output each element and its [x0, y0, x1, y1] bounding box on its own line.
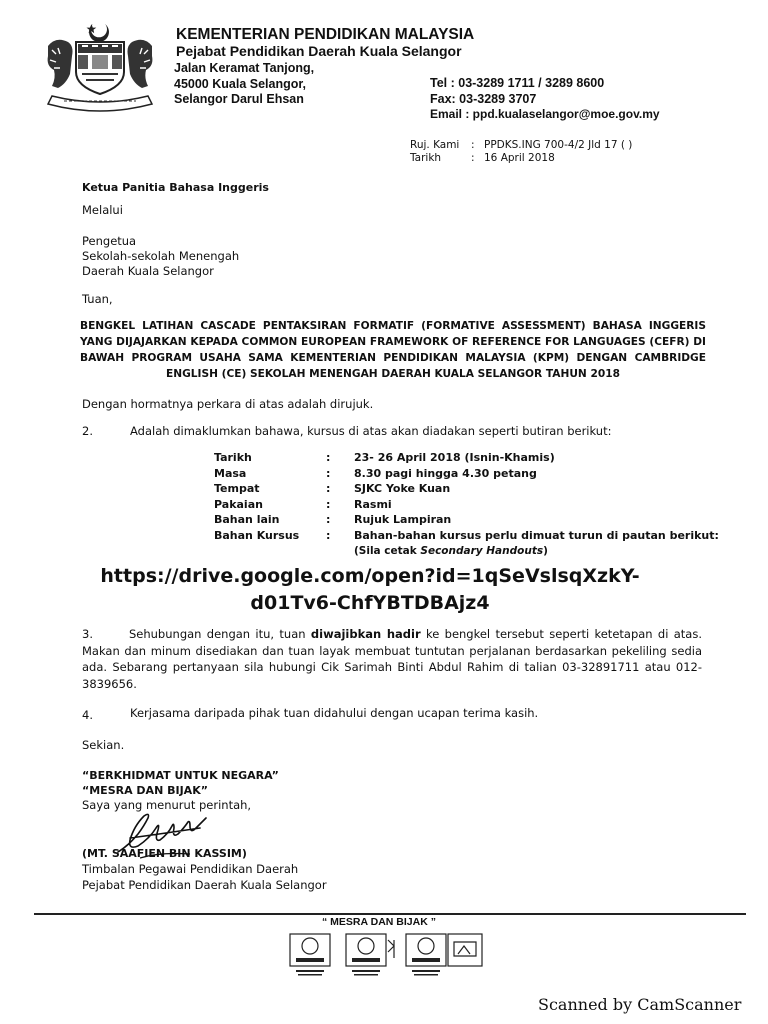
details-row-other-materials: [214, 513, 719, 529]
details-row-course-materials: [214, 529, 719, 545]
ref-number: PPDKS.ING 700-4/2 Jld 17 ( ): [484, 139, 633, 151]
telephone: Tel : 03-3289 1711 / 3289 8600: [430, 76, 605, 90]
details-label: Tarikh: [214, 451, 252, 464]
signatory-title-1: Timbalan Pegawai Pendidikan Daerah: [82, 862, 299, 876]
para4-text: Kerjasama daripada pihak tuan didahului dengan ucapan terima kasih.: [130, 706, 539, 720]
sekian: Sekian.: [82, 738, 125, 752]
letter-subject: BENGKEL LATIHAN CASCADE PENTAKSIRAN FORMATIF (FORMATIVE ASSESSMENT) BAHASA INGGERIS YANG DIJAJARKAN KEPADA COMMON EUROPEAN FRAMEWORK OF REFERENCE FOR LANGUAGES (CEFR) DI BAWAH PROGRAM USAHA SAMA KEMENTERIAN PENDIDIKAN MALAYSIA (KPM) DENGAN CAMBRIDGE ENGLISH (CE) SEKOLAH MENENGAH DAERAH KUALA SELANGOR TAHUN 2018: [80, 320, 706, 380]
handouts-label: Secondary Handouts: [420, 544, 544, 557]
via-label: Melalui: [82, 203, 123, 217]
details-value: Bahan-bahan kursus perlu dimuat turun di pautan berikut:: [354, 528, 719, 542]
details-label: Pakaian: [214, 497, 263, 511]
motto-2: “MESRA DAN BIJAK”: [82, 784, 208, 797]
details-colon: :: [326, 466, 331, 480]
details-note: (Sila cetak Secondary Handouts): [354, 544, 548, 557]
camscanner-watermark: Scanned by CamScanner: [538, 995, 742, 1014]
details-colon: :: [326, 528, 331, 542]
certification-logos: [288, 932, 488, 978]
address-line-1: Jalan Keramat Tanjong,: [174, 61, 315, 75]
intro-line: Dengan hormatnya perkara di atas adalah dirujuk.: [82, 397, 374, 411]
details-colon: :: [326, 497, 331, 511]
details-value: Rasmi: [354, 497, 392, 511]
mandatory-attendance: diwajibkan hadir: [310, 627, 421, 641]
details-row-attire: [214, 498, 719, 514]
details-row-time: [214, 467, 719, 483]
details-value: SJKC Yoke Kuan: [354, 482, 451, 496]
office-name: Pejabat Pendidikan Daerah Kuala Selangor: [176, 43, 462, 59]
letter-date: 16 April 2018: [484, 152, 555, 164]
details-label: Tempat: [214, 482, 260, 496]
salutation: Tuan,: [82, 292, 113, 306]
details-label: Bahan Kursus: [214, 528, 300, 542]
details-row-date: [214, 451, 719, 467]
details-label: Masa: [214, 466, 247, 480]
para3: 3. Sehubungan dengan itu, tuan diwajibkan hadir ke bengkel tersebut seperti ketetapan di atas. Makan dan minum disediakan dan tuan layak membuat tuntutan perjalanan berdasarkan pekeliling sedia ada. Sebarang pertanyaan sila hubungi Cik Sarimah Binti Abdul Rahim di talian 03-32891711 atau 012-3839656.: [82, 627, 703, 691]
ministry-name: KEMENTERIAN PENDIDIKAN MALAYSIA: [176, 26, 475, 43]
para2-text: Adalah dimaklumkan bahawa, kursus di atas akan diadakan seperti butiran berikut:: [130, 424, 612, 438]
para3-number: 3.: [82, 627, 93, 641]
yours-faithfully: Saya yang menurut perintah,: [82, 798, 252, 812]
address-line-2: 45000 Kuala Selangor,: [174, 77, 307, 91]
para2-number: 2.: [82, 424, 93, 438]
recipient-title: Ketua Panitia Bahasa Inggeris: [82, 181, 269, 194]
malaysia-coat-of-arms-icon: [38, 20, 162, 112]
para4-number: 4.: [82, 708, 93, 722]
details-row-note: [214, 545, 719, 561]
details-row-venue: [214, 482, 719, 498]
date-colon: :: [471, 152, 475, 164]
footer-motto: “ MESRA DAN BIJAK ”: [322, 916, 436, 928]
details-colon: :: [326, 513, 331, 527]
recipient-line-2: Sekolah-sekolah Menengah: [82, 249, 240, 263]
details-colon: :: [326, 482, 331, 496]
date-label: Tarikh: [410, 152, 442, 164]
drive-link-line-1[interactable]: https://drive.google.com/open?id=1qSeVslsqXzkY-: [100, 565, 640, 587]
email: Email : ppd.kualaselangor@moe.gov.my: [430, 107, 660, 121]
ref-label: Ruj. Kami: [410, 139, 460, 151]
signatory-name: (MT. SAAFIEN BIN KASSIM): [82, 847, 247, 860]
drive-link-line-2[interactable]: d01Tv6-ChfYBTDBAjz4: [250, 592, 490, 614]
ref-colon: :: [471, 139, 475, 151]
iso-certification-icon: [288, 932, 488, 978]
fax: Fax: 03-3289 3707: [430, 92, 537, 106]
course-details-table: [214, 451, 719, 560]
details-label: Bahan lain: [214, 513, 280, 527]
signatory-title-2: Pejabat Pendidikan Daerah Kuala Selangor: [82, 878, 327, 892]
details-value: 23- 26 April 2018 (Isnin-Khamis): [354, 451, 555, 464]
recipient-line-3: Daerah Kuala Selangor: [82, 264, 214, 278]
details-colon: :: [326, 451, 331, 464]
footer-divider: [34, 913, 746, 915]
recipient-line-1: Pengetua: [82, 234, 137, 248]
motto-1: “BERKHIDMAT UNTUK NEGARA”: [82, 769, 279, 782]
details-value: Rujuk Lampiran: [354, 513, 452, 527]
address-line-3: Selangor Darul Ehsan: [174, 92, 304, 106]
details-value: 8.30 pagi hingga 4.30 petang: [354, 466, 537, 480]
